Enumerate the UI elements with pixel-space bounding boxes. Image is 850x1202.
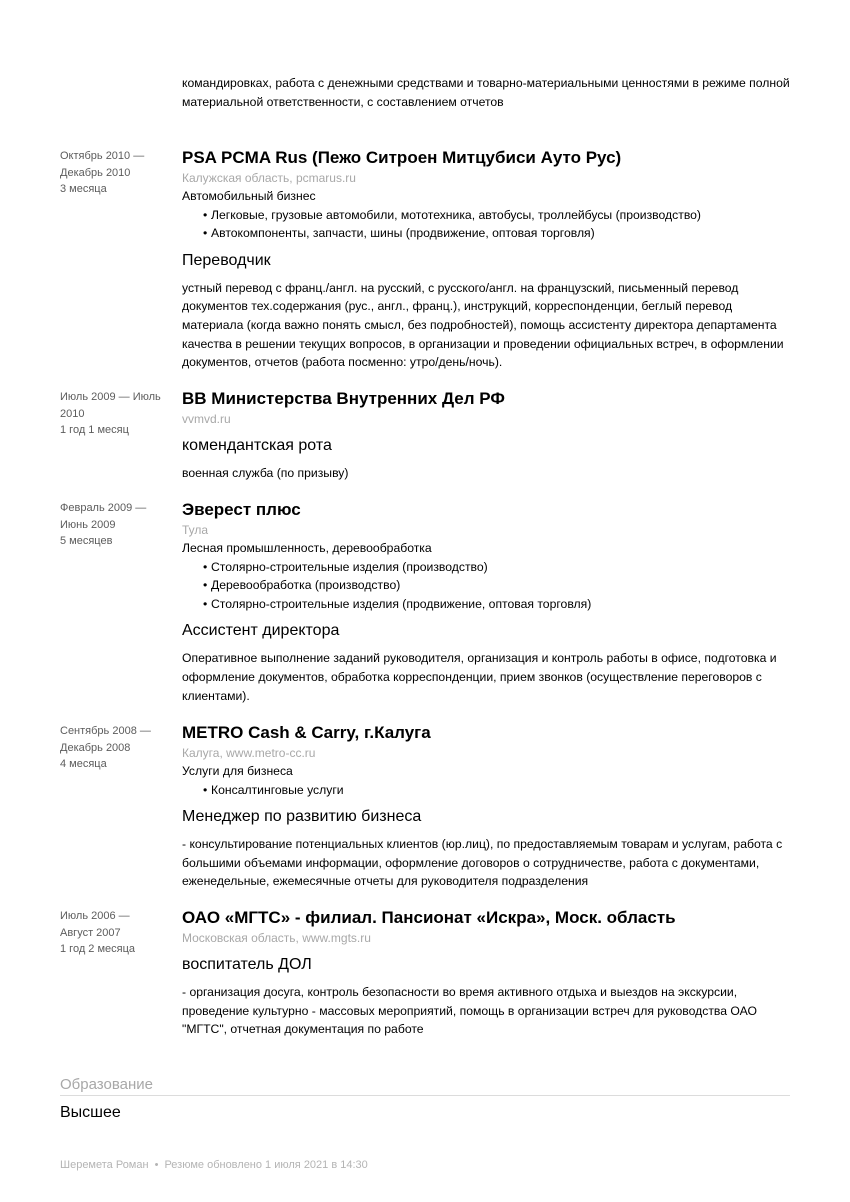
period-start: Октябрь 2010 —: [60, 150, 145, 162]
industry-item: • Столярно-строительные изделия (производство): [203, 558, 794, 577]
industry-item: • Столярно-строительные изделия (продвижение, оптовая торговля): [203, 595, 794, 614]
industry-item: • Консалтинговые услуги: [203, 781, 794, 800]
job-position: Ассистент директора: [182, 622, 340, 640]
company-location: vvmvd.ru: [182, 412, 231, 426]
company-industry: Лесная промышленность, деревообработка: [182, 541, 432, 555]
period-duration: 1 год 1 месяц: [60, 424, 129, 436]
job-period: [60, 723, 172, 773]
job-content: [182, 388, 794, 483]
job-period: [60, 389, 172, 439]
period-duration: 3 месяца: [60, 183, 107, 195]
company-industry: Услуги для бизнеса: [182, 764, 293, 778]
period-end: Август 2007: [60, 926, 121, 939]
industry-list: [182, 558, 794, 614]
period-start: Июль 2009 — Июль: [60, 391, 161, 403]
previous-job-description-tail: командировках, работа с денежными средствами и товарно-материальными ценностями в режиме полной материальной ответственности, с составлением отчетов: [182, 76, 790, 109]
job-position: воспитатель ДОЛ: [182, 956, 312, 973]
company-name: ОАО «МГТС» - филиал. Пансионат «Искра», Моск. область: [182, 908, 676, 927]
industry-item: • Деревообработка (производство): [203, 576, 794, 595]
industry-item: • Автокомпоненты, запчасти, шины (продвижение, оптовая торговля): [203, 224, 794, 243]
education-section-title: Образование: [60, 1075, 790, 1096]
industry-item: • Легковые, грузовые автомобили, мототехника, автобусы, троллейбусы (производство): [203, 206, 794, 225]
period-end: Декабрь 2010: [60, 166, 131, 179]
job-description: военная служба (по призыву): [182, 466, 349, 480]
period-duration: 4 месяца: [60, 758, 107, 770]
company-industry: Автомобильный бизнес: [182, 189, 316, 203]
industry-list: [182, 206, 794, 243]
company-name: METRO Cash & Carry, г.Калуга: [182, 723, 431, 742]
period-duration: 5 месяцев: [60, 535, 113, 547]
job-content: [182, 499, 794, 705]
company-name: Эверест плюс: [182, 500, 301, 519]
company-location: Калуга, www.metro-cc.ru: [182, 746, 316, 760]
footer-separator: •: [154, 1159, 159, 1171]
industry-list: [182, 781, 794, 800]
period-end: Декабрь 2008: [60, 741, 131, 754]
job-period: [60, 148, 172, 198]
job-content: [182, 147, 794, 372]
job-description: - организация досуга, контроль безопасности во время активного отдыха и выездов на экскурсии, проведение культурно - массовых мероприятий, помощь в организации встреч для руководства ОАО "МГТС", отчетная документация по работе: [182, 985, 757, 1037]
company-name: ВВ Министерства Внутренних Дел РФ: [182, 389, 505, 408]
period-end: Июнь 2009: [60, 518, 116, 531]
footer-updated: Резюме обновлено 1 июля 2021 в 14:30: [164, 1159, 368, 1171]
company-location: Калужская область, pcmarus.ru: [182, 171, 356, 185]
company-location: Московская область, www.mgts.ru: [182, 931, 371, 945]
period-duration: 1 год 2 месяца: [60, 943, 136, 955]
job-description: - консультирование потенциальных клиентов (юр.лиц), по предоставляемым товарам и услугам, работа с большими объемами информации, оформление договоров о сотрудничестве, работа с документами, еженедельные, ежемесячные отчеты для руководителя подразделения: [182, 837, 783, 889]
job-position: комендантская рота: [182, 437, 332, 454]
job-content: [182, 722, 794, 891]
company-name: PSA PCMA Rus (Пежо Ситроен Митцубиси Ауто Рус): [182, 148, 622, 167]
period-end: 2010: [60, 407, 85, 420]
job-period: [60, 908, 172, 958]
period-start: Февраль 2009 —: [60, 502, 147, 514]
period-start: Сентябрь 2008 —: [60, 725, 151, 737]
footer-name: Шеремета Роман: [60, 1159, 149, 1171]
job-position: Менеджер по развитию бизнеса: [182, 808, 422, 826]
job-description: Оперативное выполнение заданий руководителя, организация и контроль работы в офисе, подготовка и оформление документов, обработка корреспонденции, прием звонков (осуществление переговоров с клиентами).: [182, 651, 777, 703]
job-period: [60, 500, 172, 550]
period-start: Июль 2006 —: [60, 910, 130, 922]
job-position: Переводчик: [182, 251, 271, 269]
job-description: устный перевод с франц./англ. на русский, с русского/англ. на французский, письменный перевод документов тех.содержания (рус., англ., франц.), инструкций, корреспонденции, беглый перевод материала (когда важно понять смысл, без подробностей), помощь ассистенту директора департамента качества в решении текущих вопросов, в организации и проведении официальных встреч, в оформлении документов, отчетов (работа посменно: утро/день/ночь).: [182, 280, 784, 370]
company-location: Тула: [182, 523, 209, 537]
page-footer: [60, 1157, 368, 1173]
education-level: Высшее: [60, 1104, 121, 1121]
job-content: [182, 907, 794, 1039]
